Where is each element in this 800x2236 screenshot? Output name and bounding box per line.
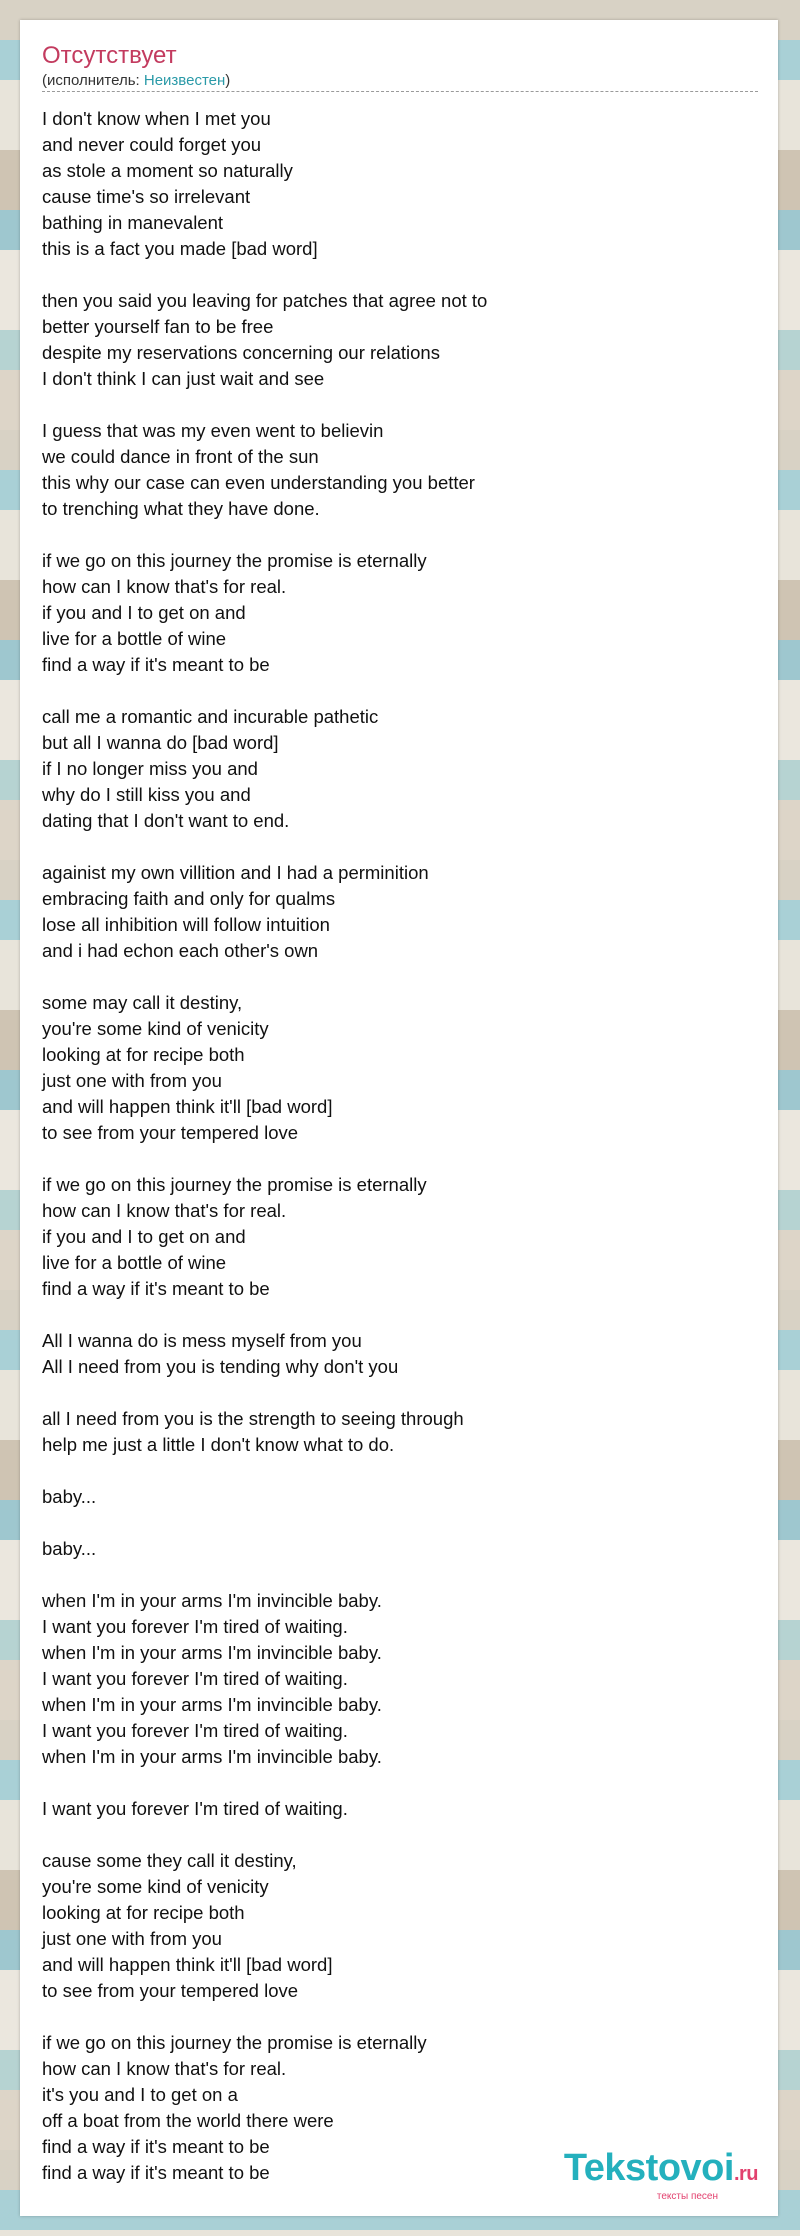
lyrics-line: why do I still kiss you and	[42, 784, 251, 805]
artist-prefix: (исполнитель:	[42, 72, 144, 89]
lyrics-line: and will happen think it'll [bad word]	[42, 1096, 333, 1117]
lyrics-line: to see from your tempered love	[42, 1122, 299, 1143]
lyrics-line: when I'm in your arms I'm invincible baby.	[42, 1590, 382, 1611]
lyrics-line: some may call it destiny,	[42, 992, 243, 1013]
lyrics-line: cause time's so irrelevant	[42, 186, 251, 207]
lyrics-line: I don't think I can just wait and see	[42, 368, 325, 389]
lyrics-line: to see from your tempered love	[42, 1980, 299, 2001]
lyrics-line: cause some they call it destiny,	[42, 1850, 297, 1871]
lyrics-line: againist my own villition and I had a perminition	[42, 862, 429, 883]
lyrics-line: All I wanna do is mess myself from you	[42, 1330, 362, 1351]
lyrics-line: but all I wanna do [bad word]	[42, 732, 279, 753]
lyrics-line: and will happen think it'll [bad word]	[42, 1954, 333, 1975]
lyrics-line: how can I know that's for real.	[42, 576, 287, 597]
lyrics-line: then you said you leaving for patches that agree not to	[42, 290, 488, 311]
lyrics-line: to trenching what they have done.	[42, 498, 320, 519]
lyrics-stanza	[42, 990, 762, 1146]
lyrics-line: how can I know that's for real.	[42, 1200, 287, 1221]
lyrics-stanza	[42, 1406, 762, 1458]
lyrics-line: I want you forever I'm tired of waiting.	[42, 1720, 348, 1741]
lyrics-stanza	[42, 704, 762, 834]
lyrics-line: live for a bottle of wine	[42, 1252, 227, 1273]
lyrics-line: live for a bottle of wine	[42, 628, 227, 649]
lyrics-card	[20, 20, 778, 2216]
lyrics-stanza	[42, 1588, 762, 1770]
lyrics-stanza	[42, 1172, 762, 1302]
lyrics-line: better yourself fan to be free	[42, 316, 274, 337]
lyrics-line: we could dance in front of the sun	[42, 446, 319, 467]
lyrics-line: I don't know when I met you	[42, 108, 271, 129]
lyrics-line: when I'm in your arms I'm invincible baby.	[42, 1694, 382, 1715]
lyrics-line: and never could forget you	[42, 134, 262, 155]
lyrics-line: looking at for recipe both	[42, 1902, 245, 1923]
lyrics-line: find a way if it's meant to be	[42, 2136, 270, 2157]
site-logo[interactable]	[564, 2149, 758, 2202]
lyrics-line: just one with from you	[42, 1928, 222, 1949]
artist-suffix: )	[225, 72, 231, 89]
logo-tagline: тексты песен	[656, 2191, 718, 2202]
lyrics-line: this is a fact you made [bad word]	[42, 238, 318, 259]
logo-domain: .ru	[733, 2163, 758, 2185]
lyrics-line: baby...	[42, 1538, 97, 1559]
lyrics-line: help me just a little I don't know what to do.	[42, 1434, 395, 1455]
lyrics-line: I want you forever I'm tired of waiting.	[42, 1616, 348, 1637]
logo-wordmark	[564, 2149, 758, 2193]
lyrics-line: if we go on this journey the promise is eternally	[42, 1174, 427, 1195]
lyrics-line: if I no longer miss you and	[42, 758, 258, 779]
lyrics-line: dating that I don't want to end.	[42, 810, 290, 831]
lyrics-stanza	[42, 1484, 762, 1510]
lyrics-line: if you and I to get on and	[42, 1226, 246, 1247]
song-title: Отсутствует	[42, 42, 177, 69]
lyrics-line: baby...	[42, 1486, 97, 1507]
lyrics-line: you're some kind of venicity	[42, 1018, 269, 1039]
lyrics-stanza	[42, 1328, 762, 1380]
lyrics-line: how can I know that's for real.	[42, 2058, 287, 2079]
artist-line	[42, 72, 758, 92]
lyrics-line: it's you and I to get on a	[42, 2084, 238, 2105]
lyrics-line: All I need from you is tending why don't you	[42, 1356, 399, 1377]
lyrics-line: call me a romantic and incurable pathetic	[42, 706, 379, 727]
lyrics-stanza	[42, 418, 762, 522]
lyrics-line: despite my reservations concerning our relations	[42, 342, 440, 363]
lyrics-line: bathing in manevalent	[42, 212, 224, 233]
lyrics-line: and i had echon each other's own	[42, 940, 319, 961]
lyrics-stanza	[42, 106, 762, 262]
lyrics-line: when I'm in your arms I'm invincible baby.	[42, 1746, 382, 1767]
lyrics-line: when I'm in your arms I'm invincible baby.	[42, 1642, 382, 1663]
lyrics-line: lose all inhibition will follow intuition	[42, 914, 330, 935]
lyrics-line: find a way if it's meant to be	[42, 654, 270, 675]
lyrics-line: all I need from you is the strength to seeing through	[42, 1408, 464, 1429]
lyrics-line: embracing faith and only for qualms	[42, 888, 336, 909]
lyrics-line: if we go on this journey the promise is eternally	[42, 2032, 427, 2053]
logo-name: Tekstovoi	[563, 2147, 734, 2189]
lyrics-line: if we go on this journey the promise is eternally	[42, 550, 427, 571]
lyrics-stanza	[42, 860, 762, 964]
lyrics-line: I want you forever I'm tired of waiting.	[42, 1798, 348, 1819]
lyrics-stanza	[42, 288, 762, 392]
lyrics-stanza	[42, 548, 762, 678]
lyrics-line: off a boat from the world there were	[42, 2110, 334, 2131]
lyrics-line: this why our case can even understanding you better	[42, 472, 475, 493]
lyrics-line: I guess that was my even went to believin	[42, 420, 384, 441]
lyrics-stanza	[42, 1848, 762, 2004]
lyrics-line: if you and I to get on and	[42, 602, 246, 623]
artist-link[interactable]: Неизвестен	[143, 72, 226, 89]
lyrics-line: looking at for recipe both	[42, 1044, 245, 1065]
lyrics-stanza	[42, 1536, 762, 1562]
lyrics-line: just one with from you	[42, 1070, 222, 1091]
lyrics-line: as stole a moment so naturally	[42, 160, 293, 181]
lyrics-line: you're some kind of venicity	[42, 1876, 269, 1897]
lyrics-line: find a way if it's meant to be	[42, 1278, 270, 1299]
lyrics-stanza	[42, 1796, 762, 1822]
lyrics-line: I want you forever I'm tired of waiting.	[42, 1668, 348, 1689]
lyrics-text	[42, 106, 762, 2186]
lyrics-line: find a way if it's meant to be	[42, 2162, 270, 2183]
